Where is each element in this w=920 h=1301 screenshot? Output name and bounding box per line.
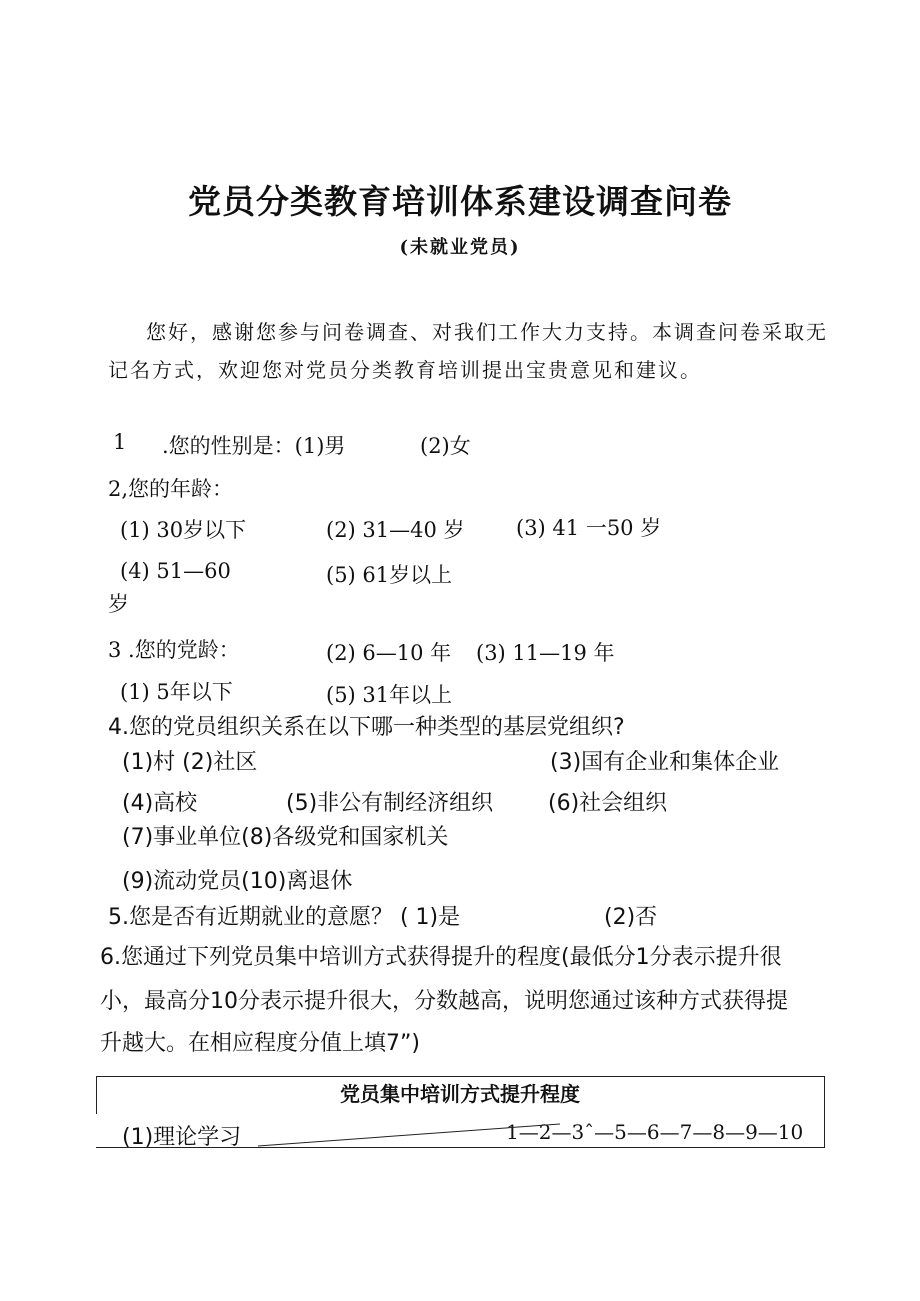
q4-option-5: (5)非公有制经济组织 bbox=[286, 791, 494, 816]
q2-text: 2,您的年龄： bbox=[108, 477, 234, 501]
q3-text: 3 .您的党龄： bbox=[108, 638, 240, 662]
q4-option-4: (4)高校 bbox=[122, 791, 198, 816]
q1-number: 1 bbox=[113, 430, 127, 454]
q2-option-4: (4) 51—60 bbox=[120, 559, 231, 583]
page-title: 党员分类教育培训体系建设调查问卷 bbox=[188, 182, 732, 221]
q2-option-2: (2) 31—40 岁 bbox=[326, 518, 465, 542]
q2-option-5: (5) 61岁以上 bbox=[326, 563, 453, 587]
q3-option-3: (3) 11—19 年 bbox=[476, 641, 615, 665]
q4-text: 4.您的党员组织关系在以下哪一种类型的基层党组织? bbox=[108, 715, 625, 740]
intro-line-1: 您好，感谢您参与问卷调查、对我们工作大力支持。本调查问卷采取无 bbox=[146, 320, 828, 344]
q2-option-1: (1) 30岁以下 bbox=[120, 518, 247, 542]
q4-option-7-8: (7)事业单位(8)各级党和国家机关 bbox=[122, 825, 449, 850]
table-header: 党员集中培训方式提升程度 bbox=[340, 1082, 580, 1106]
q2-option-4-unit: 岁 bbox=[108, 592, 129, 616]
q5-text: 5.您是否有近期就业的意愿？ ( 1)是 bbox=[108, 905, 461, 930]
q6-line-2: 小，最高分10分表示提升很大，分数越高，说明您通过该种方式获得提 bbox=[100, 989, 788, 1014]
row-theory-label: (1)理论学习 bbox=[122, 1125, 242, 1150]
q3-option-1: (1) 5年以下 bbox=[120, 680, 233, 704]
q4-option-9-10: (9)流动党员(10)离退休 bbox=[122, 869, 353, 894]
q4-option-6: (6)社会组织 bbox=[548, 791, 668, 816]
intro-line-2: 记名方式，欢迎您对党员分类教育培训提出宝贵意见和建议。 bbox=[108, 358, 702, 382]
q6-line-1: 6.您通过下列党员集中培训方式获得提升的程度(最低分1分表示提升很 bbox=[100, 945, 782, 970]
q1-text: .您的性别是：(1)男 bbox=[162, 434, 346, 458]
page-subtitle: (未就业党员) bbox=[399, 237, 521, 258]
q4-option-1-2: (1)村 (2)社区 bbox=[122, 750, 258, 775]
q3-option-2: (2) 6—10 年 bbox=[326, 641, 452, 665]
row-theory-scale: 1—2—3ˆ—5—6—7—8—9—10 bbox=[506, 1120, 804, 1144]
q6-line-3: 升越大。在相应程度分值上填7”) bbox=[100, 1031, 420, 1056]
q2-option-3: (3) 41 一50 岁 bbox=[516, 516, 662, 540]
q1-option-female: (2)女 bbox=[420, 434, 471, 458]
q5-option-no: (2)否 bbox=[604, 905, 658, 930]
q4-option-3: (3)国有企业和集体企业 bbox=[550, 750, 780, 775]
q3-option-5: (5) 31年以上 bbox=[326, 683, 453, 707]
